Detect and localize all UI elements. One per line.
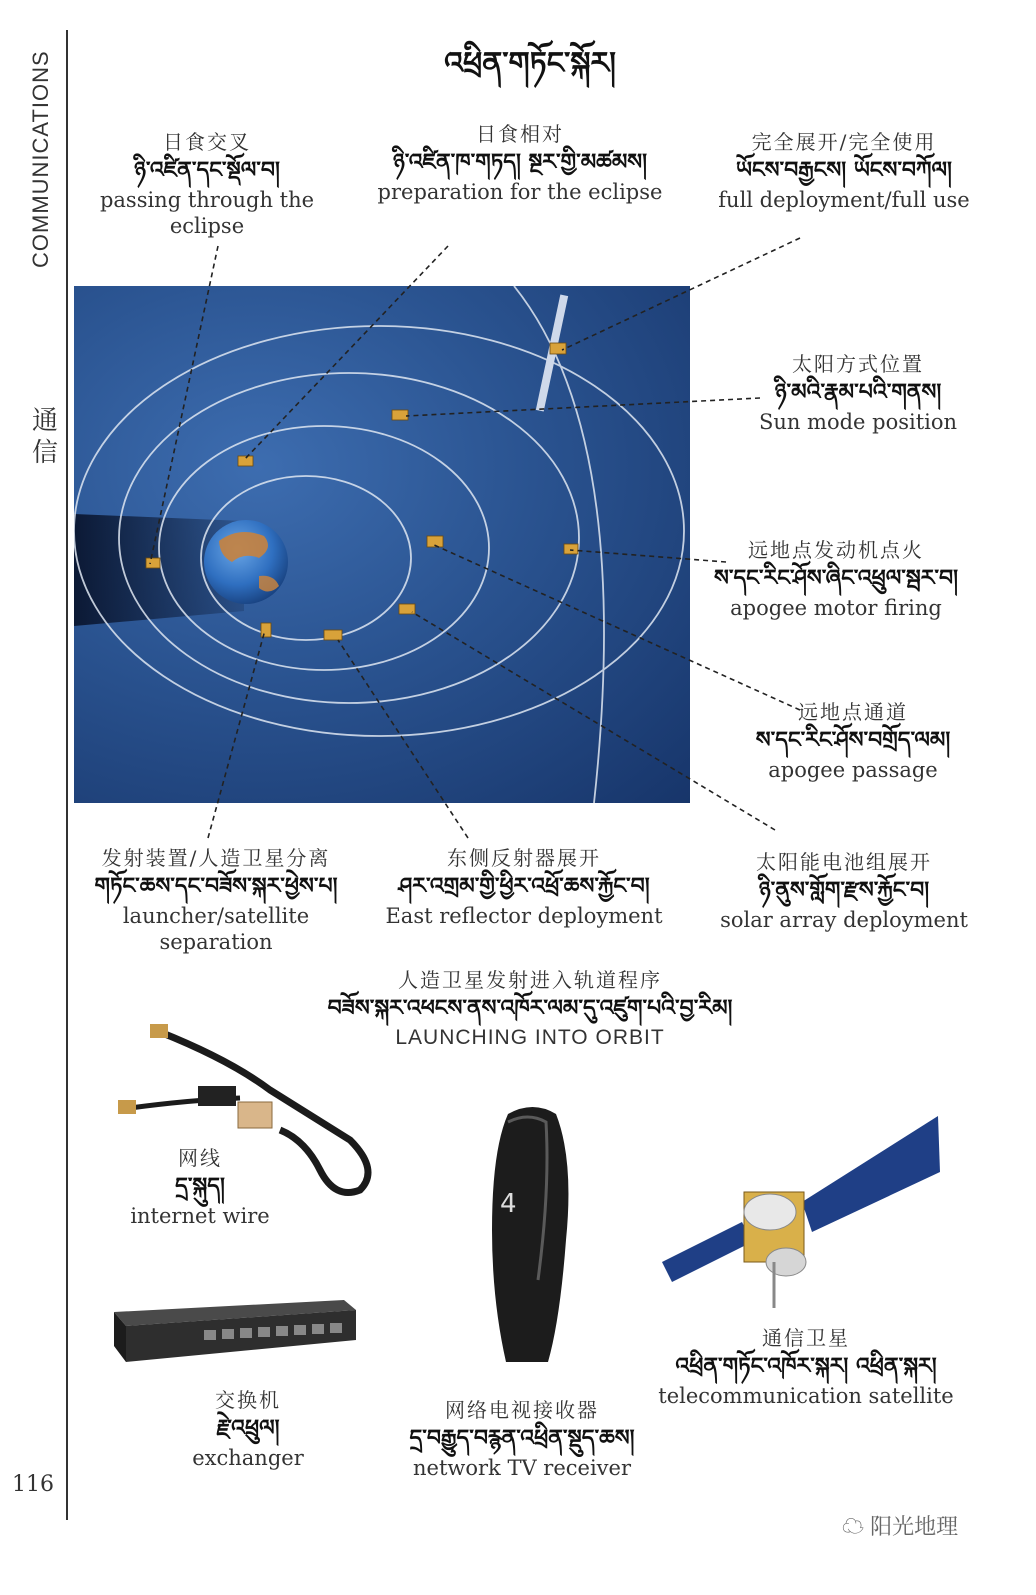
satellite-icon (550, 343, 566, 354)
label-east-reflector (374, 846, 674, 929)
label-zh: 通信卫星 (762, 1326, 850, 1350)
label-en: full deployment/full use (718, 187, 970, 212)
label-en: LAUNCHING INTO ORBIT (395, 1025, 665, 1049)
page-number: 116 (12, 1472, 54, 1497)
label-zh: 远地点通道 (798, 700, 908, 724)
label-internet-wire (120, 1146, 280, 1229)
label-full-deployment (704, 130, 984, 213)
receiver-logo-icon: 4 (500, 1189, 517, 1219)
label-en: launcher/satellite separation (122, 903, 310, 954)
label-en: exchanger (192, 1445, 304, 1470)
label-en: passing through the eclipse (99, 187, 315, 238)
orbit-illustration (74, 286, 690, 803)
label-zh: 人造卫星发射进入轨道程序 (398, 968, 662, 992)
label-passing-eclipse (66, 130, 348, 239)
antenna-dish (766, 1248, 806, 1276)
receiver-body (492, 1107, 568, 1362)
label-bo: ཉི་འཛིན་ཁ་གཏད། སྔར་གྱི་མཚམས། (392, 149, 648, 175)
label-en: Sun mode position (758, 409, 958, 434)
label-telecom-satellite (650, 1326, 962, 1409)
label-bo: དྲ་སྐུད། (175, 1173, 225, 1199)
label-en: East reflector deployment (385, 903, 663, 928)
label-bo: ས་དང་རིང་ཤོས་ཞིང་འཕྲུལ་སྦར་བ། (713, 565, 959, 591)
port (276, 1326, 288, 1336)
label-en: telecommunication satellite (658, 1383, 954, 1408)
label-en: apogee passage (768, 757, 938, 782)
label-tv-receiver (384, 1398, 660, 1481)
satellite-icon (427, 536, 443, 547)
tag-label (238, 1102, 272, 1128)
side-title-english: COMMUNICATIONS (28, 50, 53, 268)
label-bo: དྲ་བརྒྱུད་བརྙན་འཕྲིན་སྡུད་ཆས། (409, 1425, 635, 1451)
label-zh: 太阳能电池组展开 (756, 850, 932, 874)
label-zh: 日食交叉 (163, 130, 251, 154)
label-bo: ཉི་མའི་རྣམ་པའི་གནས། (774, 379, 942, 405)
label-bo: ཡོངས་བརྒྱངས། ཡོངས་བཀོལ། (736, 157, 952, 183)
port (222, 1329, 234, 1339)
satellite-icon (261, 623, 271, 637)
port (294, 1325, 306, 1335)
ferrite-core (198, 1086, 236, 1106)
page-heading-tibetan: འཕྲིན་གཏོང་སྐོར། (444, 46, 616, 81)
port (258, 1327, 270, 1337)
label-solar-array (712, 850, 976, 933)
label-en: internet wire (130, 1203, 270, 1228)
solar-panel-left (662, 1222, 752, 1282)
chat-bubble-icon: ☁ (842, 1514, 865, 1539)
satellite-icon (399, 604, 415, 614)
connector-plug (118, 1100, 136, 1114)
outer-orbit-arc (514, 286, 604, 803)
satellite-icon (146, 558, 160, 568)
port (240, 1328, 252, 1338)
port (204, 1330, 216, 1340)
side-title-chinese: 通信 (31, 406, 58, 468)
satellite-icon (238, 456, 253, 466)
label-launcher-separation (66, 846, 366, 955)
port (330, 1323, 342, 1333)
label-exchanger (168, 1388, 328, 1471)
satellite-icon (564, 544, 578, 554)
label-zh: 远地点发动机点火 (748, 538, 924, 562)
label-bo: འཕྲིན་གཏོང་འཁོར་སྐར། འཕྲིན་སྐར། (675, 1353, 937, 1379)
label-apogee-firing (686, 538, 986, 621)
label-zh: 太阳方式位置 (792, 352, 924, 376)
label-en: apogee motor firing (730, 595, 942, 620)
solar-panel-right (802, 1116, 940, 1232)
label-bo: ཉི་འཛིན་དང་སྡོལ་བ། (134, 157, 280, 183)
label-bo: ཉི་ནུས་གློག་རྫས་རྐྱོང་བ། (758, 877, 930, 903)
label-zh: 发射装置/人造卫星分离 (101, 846, 331, 870)
label-zh: 日食相对 (476, 122, 564, 146)
connector-plug (150, 1024, 168, 1038)
label-zh: 网络电视接收器 (445, 1398, 599, 1422)
label-zh: 东侧反射器展开 (447, 846, 601, 870)
label-sun-mode (740, 352, 976, 435)
label-en: solar array deployment (720, 907, 968, 932)
tv-receiver-photo (478, 1100, 578, 1370)
label-zh: 交换机 (215, 1388, 281, 1412)
label-en: preparation for the eclipse (377, 179, 663, 204)
antenna-dish (744, 1194, 796, 1230)
label-bo: བཟོས་སྐར་འཕངས་ནས་འཁོར་ལམ་དུ་འཛུག་པའི་བྱ་རིམ། (327, 995, 733, 1021)
label-en: network TV receiver (413, 1455, 631, 1480)
port (312, 1324, 324, 1334)
watermark (842, 1510, 958, 1541)
label-bo: གཏོང་ཆས་དང་བཟོས་སྐར་ཕྱེས་པ། (94, 873, 338, 899)
satellite-icon (324, 630, 342, 640)
label-bo: ས་དང་རིང་ཤོས་བགྲོད་ལམ། (755, 727, 951, 753)
network-switch-photo (104, 1292, 360, 1372)
label-zh: 完全展开/完全使用 (751, 130, 937, 154)
label-bo: རྗེ་འཕྲུལ། (216, 1415, 280, 1441)
label-apogee-passage (740, 700, 966, 783)
label-zh: 网线 (178, 1146, 222, 1170)
watermark-text: 阳光地理 (870, 1514, 959, 1539)
label-bo: ཤར་འགྲམ་གྱི་ཕྱིར་འཕྲོ་ཆས་རྐྱོང་བ། (398, 873, 650, 899)
satellite-icon (392, 410, 408, 420)
orbit-diagram (74, 286, 690, 803)
side-rule (66, 30, 68, 1520)
satellite-photo (662, 1112, 942, 1322)
label-preparation-eclipse (360, 122, 680, 205)
